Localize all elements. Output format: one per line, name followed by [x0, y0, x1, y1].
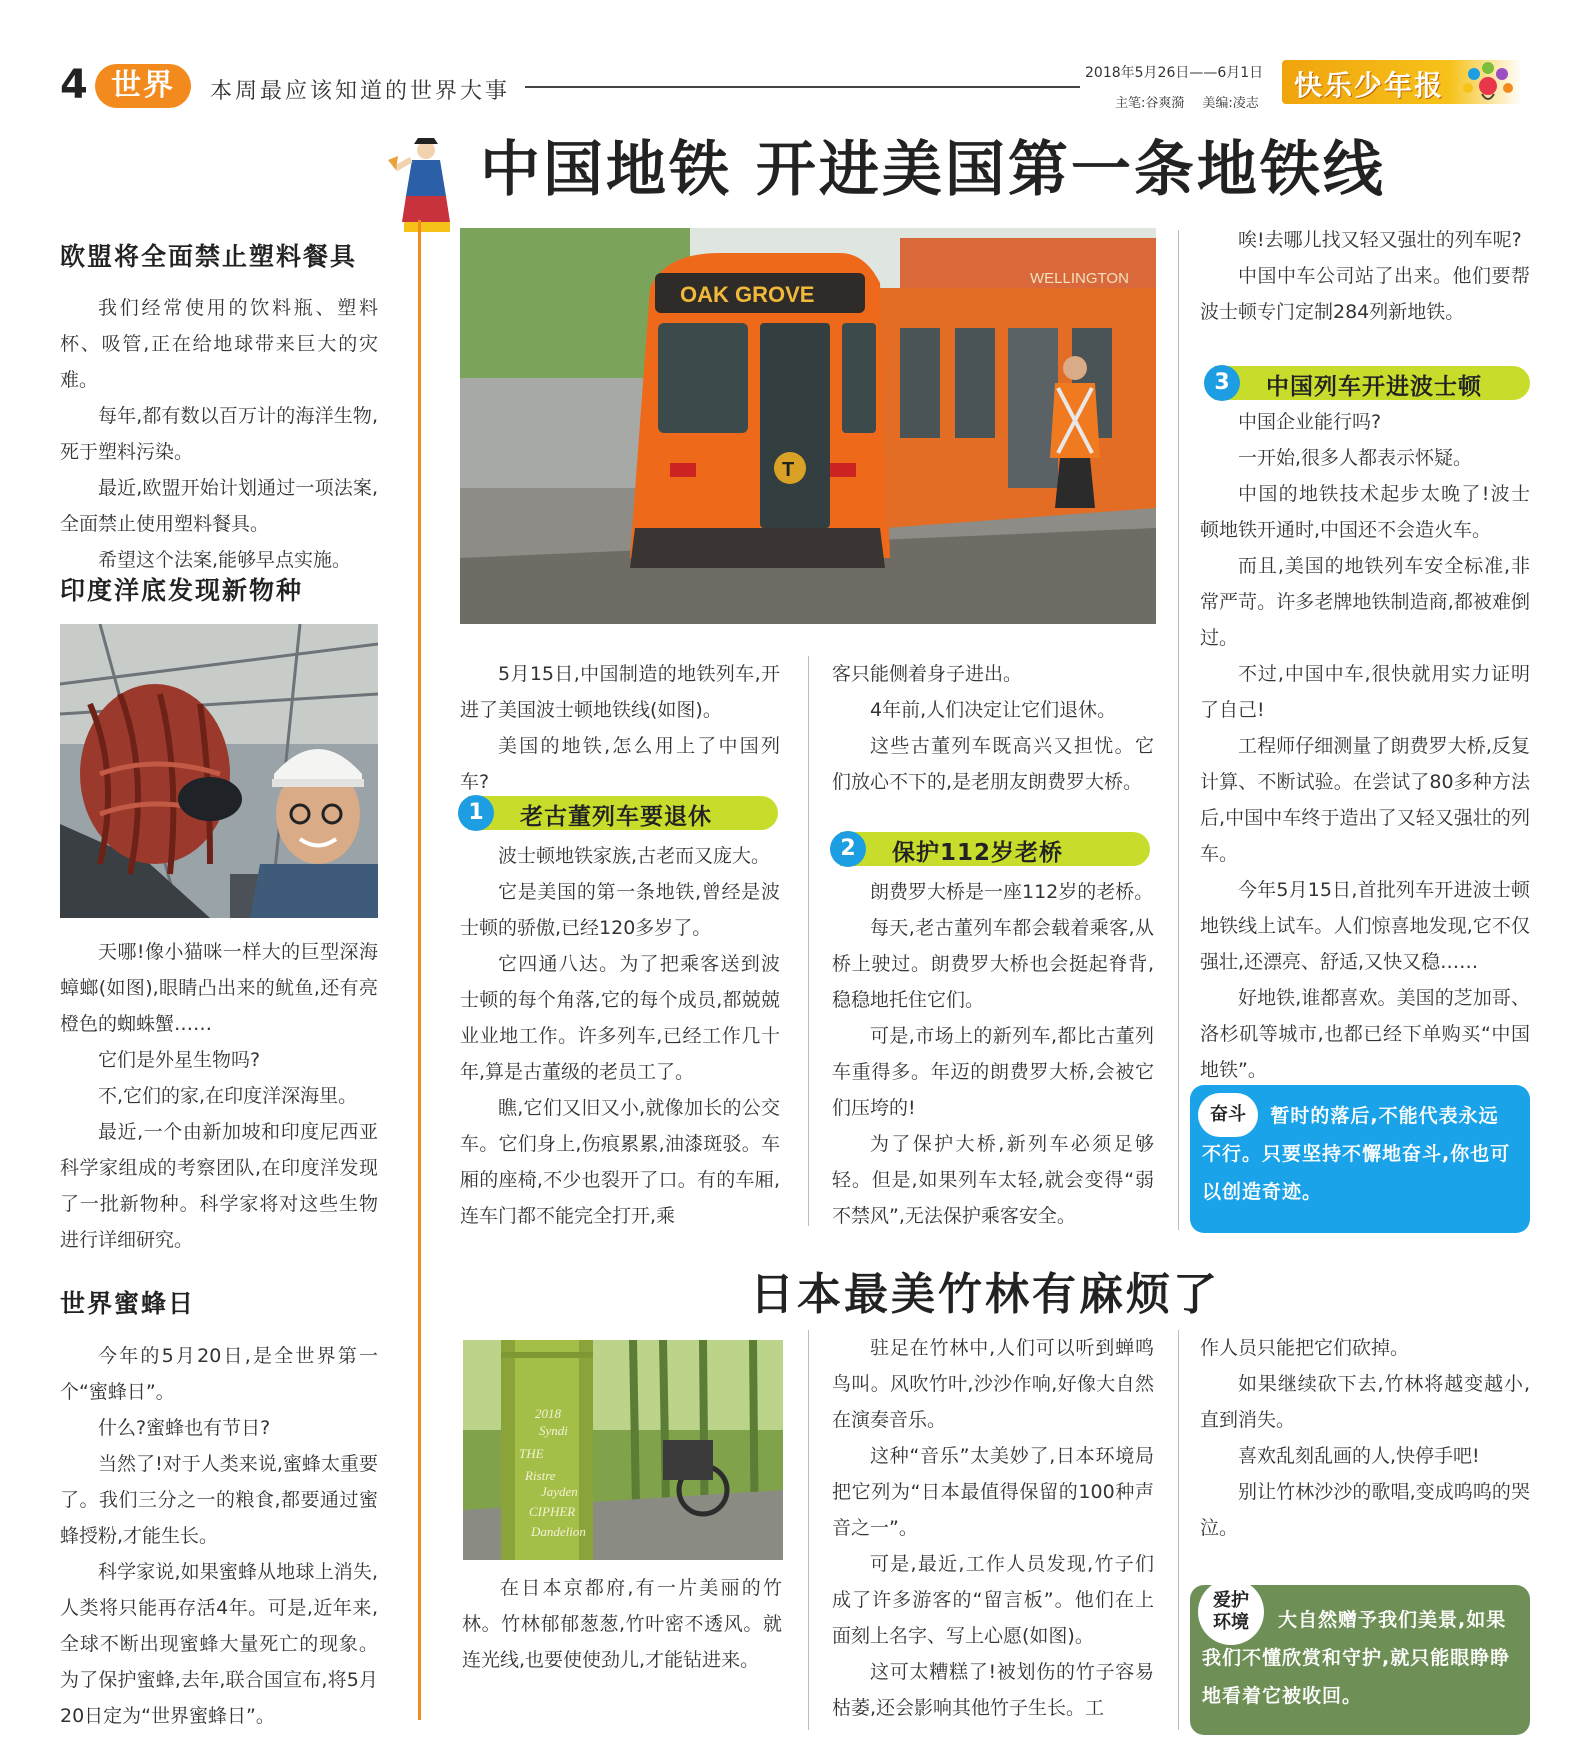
section-3-title: 中国列车开进波士顿: [1266, 374, 1482, 400]
page-number: 4: [60, 62, 88, 108]
section-number-badge: 2: [830, 831, 866, 867]
header-rule: [525, 86, 1080, 88]
paragraph: 今年的5月20日,是全世界第一个“蜜蜂日”。: [60, 1345, 378, 1403]
bee-day-article: [60, 1338, 378, 1734]
carved-text: Dandelion: [531, 1524, 586, 1539]
paragraph: 每年,都有数以百万计的海洋生物,死于塑料污染。: [60, 405, 378, 463]
paragraph: 工程师仔细测量了朗费罗大桥,反复计算、不断试验。在尝试了80多种方法后,中国中车终于造出了又轻又强壮的列车。: [1200, 735, 1530, 865]
paragraph: 什么?蜜蜂也有节日?: [98, 1417, 271, 1439]
paragraph: 作人员只能把它们砍掉。: [1200, 1337, 1410, 1359]
subway-intro: [460, 656, 780, 800]
paragraph: 中国中车公司站了出来。他们要帮波士顿专门定制284列新地铁。: [1200, 265, 1530, 323]
subway-column-3-top: [1200, 222, 1530, 330]
column-rule: [1178, 1330, 1179, 1730]
paragraph: 不过,中国中车,很快就用实力证明了自己!: [1200, 663, 1530, 721]
paragraph: 可是,市场上的新列车,都比古董列车重得多。年迈的朗费罗大桥,会被它们压垮的!: [832, 1025, 1154, 1119]
carved-text: THE: [519, 1446, 544, 1461]
paragraph: 不,它们的家,在印度洋深海里。: [98, 1085, 358, 1107]
paragraph: 驻足在竹林中,人们可以听到蝉鸣鸟叫。风吹竹叶,沙沙作响,好像大自然在演奏音乐。: [832, 1337, 1154, 1431]
plastic-ban-article: [60, 290, 378, 578]
protect-environment-callout: [1190, 1585, 1530, 1735]
column-rule: [808, 656, 809, 1226]
paragraph: 瞧,它们又旧又小,就像加长的公交车。它们身上,伤痕累累,油漆斑驳。车厢的座椅,不少也裂开了口。有的车厢,连车门都不能完全打开,乘: [460, 1097, 780, 1227]
plastic-ban-headline: 欧盟将全面禁止塑料餐具: [60, 242, 358, 271]
carved-text: Ristre: [525, 1468, 556, 1483]
paragraph: 这可太糟糕了!被划伤的竹子容易枯萎,还会影响其他竹子生长。工: [832, 1661, 1154, 1719]
paragraph: 客只能侧着身子进出。: [832, 663, 1023, 685]
editor-credit: 主笔:谷爽漪: [1115, 96, 1185, 111]
column-divider: [418, 220, 421, 1720]
carved-text: Syndi: [539, 1423, 568, 1438]
paragraph: 别让竹林沙沙的歌唱,变成呜呜的哭泣。: [1200, 1481, 1530, 1539]
paragraph: 5月15日,中国制造的地铁列车,开进了美国波士顿地铁线(如图)。: [460, 663, 780, 721]
bamboo-column-1: [462, 1570, 782, 1678]
paragraph: 在日本京都府,有一片美丽的竹林。竹林郁郁葱葱,竹叶密不透风。就连光线,也要使使劲儿,才能钻进来。: [462, 1577, 782, 1671]
section-2-title: 保护112岁老桥: [892, 840, 1064, 866]
paragraph: 好地铁,谁都喜欢。美国的芝加哥、洛杉矶等城市,也都已经下单购买“中国地铁”。: [1200, 987, 1530, 1081]
paragraph: 它们是外星生物吗?: [98, 1049, 261, 1071]
bamboo-column-2: [832, 1330, 1154, 1726]
carved-text: CIPHER: [529, 1504, 576, 1519]
paragraph: 中国企业能行吗?: [1238, 411, 1382, 433]
paragraph: 朗费罗大桥是一座112岁的老桥。: [870, 881, 1154, 903]
section-3-body: [1200, 404, 1530, 1088]
column-rule: [1178, 230, 1179, 1230]
paragraph: 当然了!对于人类来说,蜜蜂太重要了。我们三分之一的粮食,都要通过蜜蜂授粉,才能生长。: [60, 1453, 378, 1547]
section-tagline: 本周最应该知道的世界大事: [210, 79, 511, 104]
paragraph: 这些古董列车既高兴又担忧。它们放心不下的,是老朋友朗费罗大桥。: [832, 735, 1154, 793]
paragraph: 最近,欧盟开始计划通过一项法案,全面禁止使用塑料餐具。: [60, 477, 378, 535]
main-headline: 中国地铁 开进美国第一条地铁线: [480, 135, 1386, 205]
section-2-header: [830, 832, 1150, 866]
paragraph: 4年前,人们决定让它们退休。: [870, 699, 1117, 721]
callout-label: 奋斗: [1198, 1093, 1258, 1137]
t-emblem-label: T: [782, 459, 795, 481]
paragraph: 为了保护大桥,新列车必须足够轻。但是,如果列车太轻,就会变得“弱不禁风”,无法保护乘客安全。: [832, 1133, 1154, 1227]
column-rule: [808, 1330, 809, 1730]
carved-bamboo-photo: [463, 1340, 783, 1560]
section-2-body: [832, 874, 1154, 1234]
bee-day-headline: 世界蜜蜂日: [60, 1289, 196, 1318]
paragraph: 它四通八达。为了把乘客送到波士顿的每个角落,它的每个成员,都兢兢业业地工作。许多列车,已经工作几十年,算是古董级的老员工了。: [460, 953, 780, 1083]
section-3-header: [1204, 366, 1530, 400]
masthead: [1282, 60, 1522, 104]
paragraph: 中国的地铁技术起步太晚了!波士顿地铁开通时,中国还不会造火车。: [1200, 483, 1530, 541]
masthead-title: 快乐少年报: [1294, 69, 1445, 102]
bamboo-headline: 日本最美竹林有麻烦了: [750, 1269, 1220, 1320]
paragraph: 它是美国的第一条地铁,曾经是波士顿的骄傲,已经120多岁了。: [460, 881, 780, 939]
deep-sea-isopod-photo: [60, 624, 378, 918]
bamboo-column-3: [1200, 1330, 1530, 1546]
section-1-body: [460, 838, 780, 1234]
section-1-title: 老古董列车要退休: [520, 804, 712, 830]
new-species-headline: 印度洋底发现新物种: [60, 576, 304, 605]
callout-label-line: 环境: [1213, 1612, 1249, 1633]
paragraph: 而且,美国的地铁列车安全标准,非常严苛。许多老牌地铁制造商,都被难倒过。: [1200, 555, 1530, 649]
section-1-continued: [832, 656, 1154, 800]
designer-credit: 美编:凌志: [1202, 96, 1259, 111]
paragraph: 波士顿地铁家族,古老而又庞大。: [498, 845, 771, 867]
callout-text: 暂时的落后,不能代表永远不行。只要坚持不懈地奋斗,你也可以创造奇迹。: [1202, 1105, 1511, 1203]
paragraph: 一开始,很多人都表示怀疑。: [1238, 447, 1473, 469]
paragraph: 天哪!像小猫咪一样大的巨型深海蟑螂(如图),眼睛凸出来的鱿鱼,还有亮橙色的蜘蛛蟹……: [60, 941, 378, 1035]
header-credits: [1115, 92, 1259, 111]
paragraph: 如果继续砍下去,竹林将越变越小,直到消失。: [1200, 1373, 1530, 1431]
section-1-header: [458, 796, 778, 830]
callout-label-line: 爱护: [1213, 1590, 1249, 1611]
section-badge: 世界: [95, 64, 191, 108]
callout-text: 大自然赠予我们美景,如果我们不懂欣赏和守护,就只能眼睁睁地看着它被收回。: [1202, 1609, 1511, 1707]
peacock-logo-icon: [1452, 60, 1522, 104]
issue-date: 2018年5月26日——6月1日: [1085, 65, 1264, 81]
paragraph: 科学家说,如果蜜蜂从地球上消失,人类将只能再存活4年。可是,近年来,全球不断出现蜜蜂大量死亡的现象。为了保护蜜蜂,去年,联合国宣布,将5月20日定为“世界蜜蜂日”。: [60, 1561, 378, 1727]
paragraph: 今年5月15日,首批列车开进波士顿地铁线上试车。人们惊喜地发现,它不仅强壮,还漂亮、舒适,又快又稳……: [1200, 879, 1530, 973]
paragraph: 可是,最近,工作人员发现,竹子们成了许多游客的“留言板”。他们在上面刻上名字、写上心愿(如图)。: [832, 1553, 1154, 1647]
paragraph: 希望这个法案,能够早点实施。: [98, 549, 352, 571]
carved-text: 2018: [535, 1406, 561, 1421]
destination-sign-label: OAK GROVE: [680, 282, 815, 307]
perseverance-callout: [1190, 1085, 1530, 1233]
paragraph: 最近,一个由新加坡和印度尼西亚科学家组成的考察团队,在印度洋发现了一批新物种。科学家将对这些生物进行详细研究。: [60, 1121, 378, 1251]
paragraph: 每天,老古董列车都会载着乘客,从桥上驶过。朗费罗大桥也会挺起脊背,稳稳地托住它们。: [832, 917, 1154, 1011]
paragraph: 美国的地铁,怎么用上了中国列车?: [460, 735, 780, 793]
paragraph: 这种“音乐”太美妙了,日本环境局把它列为“日本最值得保留的100种声音之一”。: [832, 1445, 1154, 1539]
section-number-badge: 3: [1204, 365, 1240, 401]
paragraph: 唉!去哪儿找又轻又强壮的列车呢?: [1238, 229, 1522, 251]
section-number-badge: 1: [458, 795, 494, 831]
new-species-article: [60, 934, 378, 1258]
boston-subway-train-photo: [460, 228, 1156, 624]
paragraph: 喜欢乱刻乱画的人,快停手吧!: [1238, 1445, 1480, 1467]
station-sign-label: WELLINGTON: [1030, 270, 1129, 287]
carved-text: Jayden: [541, 1484, 578, 1499]
paragraph: 我们经常使用的饮料瓶、塑料杯、吸管,正在给地球带来巨大的灾难。: [60, 297, 378, 391]
